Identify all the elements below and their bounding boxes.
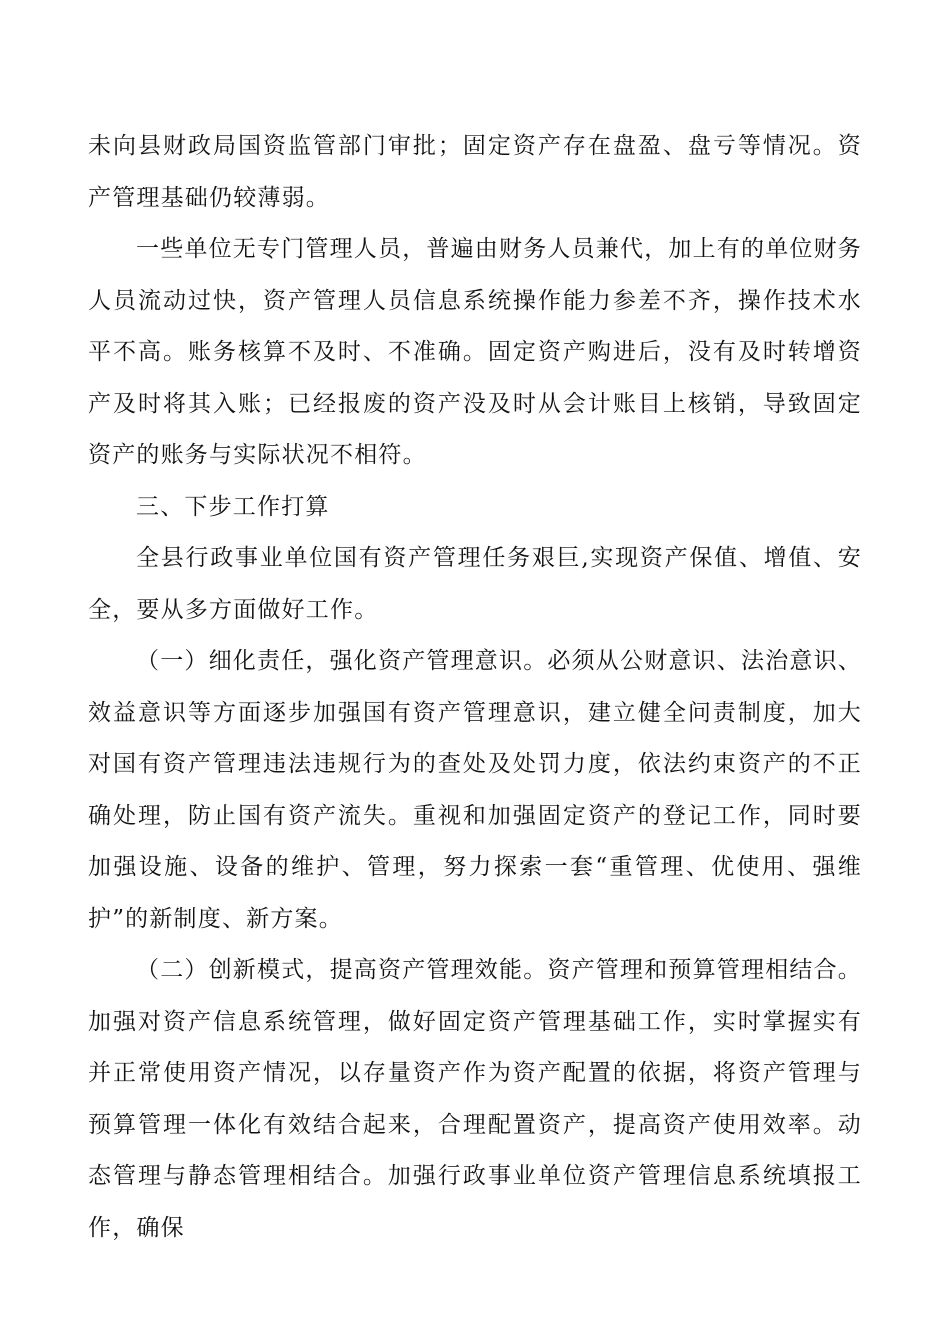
section-heading-next-steps: 三、下步工作打算 <box>136 493 330 520</box>
paragraph-item-1: （一）细化责任，强化资产管理意识。必须从公财意识、法治意识、效益意识等方面逐步加强国有资产管理意识，建立健全问责制度，加大对国有资产管理违法违规行为的查处及处罚力度，依法约束资产的不正确处理，防止国有资产流失。重视和加强固定资产的登记工作，同时要加强设施、设备的维护、管理，努力探索一套“重管理、优使用、强维护”的新制度、新方案。 <box>88 648 862 932</box>
paragraph-overview: 全县行政事业单位国有资产管理任务艰巨,实现资产保值、增值、安全，要从多方面做好工作。 <box>88 545 862 623</box>
paragraph-continuation: 未向县财政局国资监管部门审批；固定资产存在盘盈、盘亏等情况。资产管理基础仍较薄弱。 <box>88 133 862 211</box>
paragraph-item-2: （二）创新模式，提高资产管理效能。资产管理和预算管理相结合。加强对资产信息系统管理，做好固定资产管理基础工作，实时掌握实有并正常使用资产情况，以存量资产作为资产配置的依据，将资产管理与预算管理一体化有效结合起来，合理配置资产，提高资产使用效率。动态管理与静态管理相结合。加强行政事业单位资产管理信息系统填报工作，确保 <box>88 957 862 1241</box>
paragraph-staffing-issues: 一些单位无专门管理人员，普遍由财务人员兼代，加上有的单位财务人员流动过快，资产管理人员信息系统操作能力参差不齐，操作技术水平不高。账务核算不及时、不准确。固定资产购进后，没有及时转增资产及时将其入账；已经报废的资产没及时从会计账目上核销，导致固定资产的账务与实际状况不相符。 <box>88 236 862 468</box>
